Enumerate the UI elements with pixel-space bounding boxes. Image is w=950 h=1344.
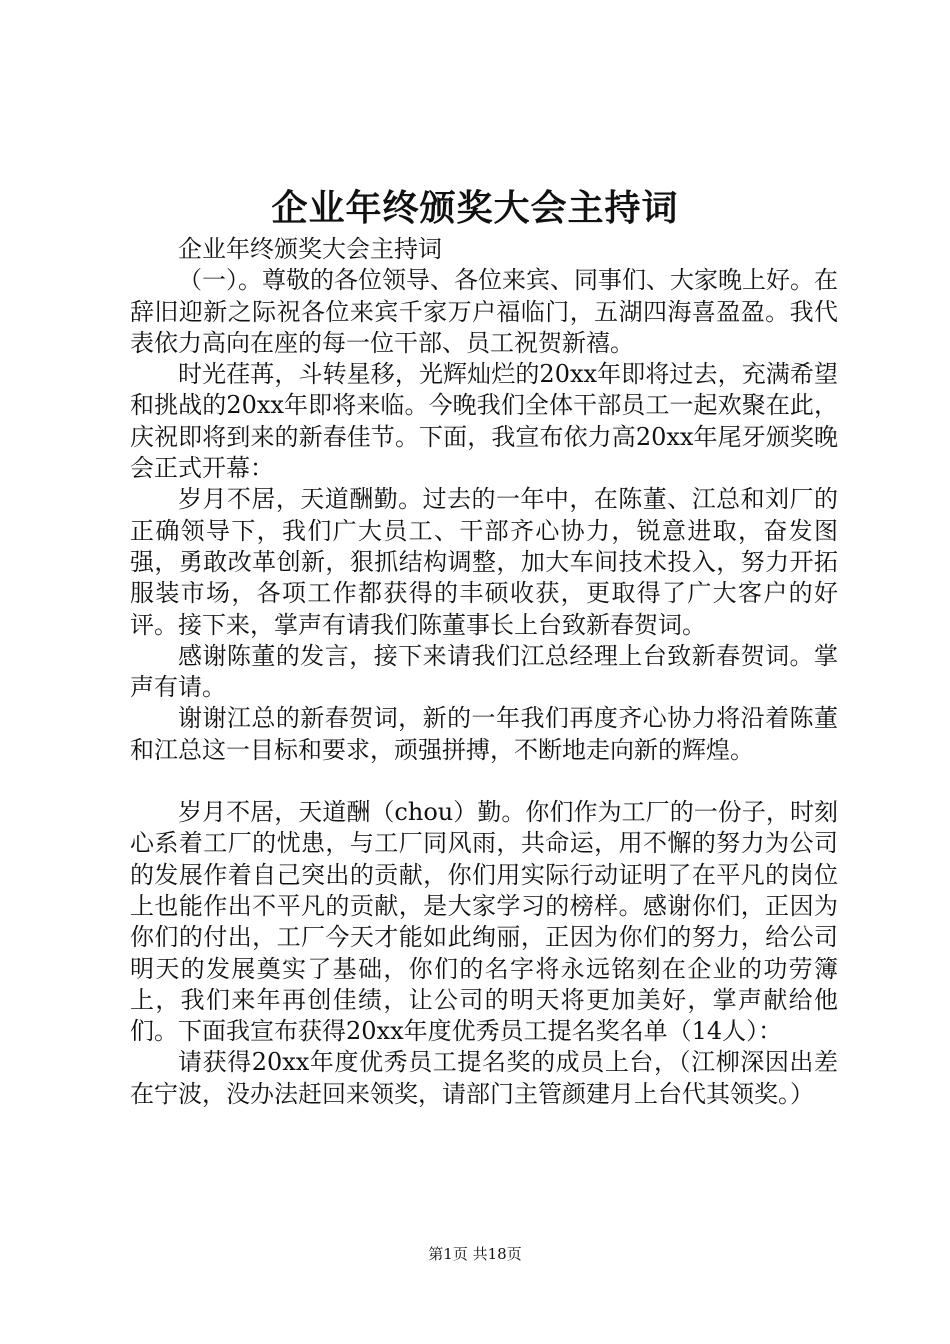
paragraph-review: 岁月不居，天道酬勤。过去的一年中，在陈董、江总和刘厂的正确领导下，我们广大员工、干部齐心协力，锐意进取，奋发图强，勇敢改革创新，狠抓结构调整，加大车间技术投入，努力开拓服装市场，各项工作都获得的丰硕收获，更取得了广大客户的好评。接下来，掌声有请我们陈董事长上台致新春贺词。 xyxy=(130,485,838,639)
paragraph-thanks-manager: 谢谢江总的新春贺词，新的一年我们再度齐心协力将沿着陈董和江总这一目标和要求，顽强拼搏，不断地走向新的辉煌。 xyxy=(130,704,838,764)
page-footer: 第1页 共18页 xyxy=(428,1245,522,1263)
paragraph-opening: 时光荏苒，斗转星移，光辉灿烂的20xx年即将过去，充满希望和挑战的20xx年即将来临。今晚我们全体干部员工一起欢聚在此，庆祝即将到来的新春佳节。下面，我宣布依力高20xx年尾牙颁奖晚会正式开幕： xyxy=(130,360,838,483)
paragraph-subtitle: 企业年终颁奖大会主持词 xyxy=(178,235,442,263)
paragraph-greeting: （一）。尊敬的各位领导、各位来宾、同事们、大家晚上好。在辞旧迎新之际祝各位来宾千家万户福临门，五湖四海喜盈盈。我代表依力高向在座的每一位干部、员工祝贺新禧。 xyxy=(130,266,838,357)
document-body xyxy=(130,234,838,1110)
paragraph-staff-praise: 岁月不居，天道酬（chou）勤。你们作为工厂的一份子，时刻心系着工厂的忧患，与工厂同风雨，共命运，用不懈的努力为公司的发展作着自己突出的贡献，你们用实际行动证明了在平凡的岗位上也能作出不平凡的贡献，是大家学习的榜样。感谢你们，正因为你们的付出，工厂今天才能如此绚丽，正因为你们的努力，给公司明天的发展奠实了基础，你们的名字将永远铭刻在企业的功劳簿上，我们来年再创佳绩，让公司的明天将更加美好，掌声献给他们。下面我宣布获得20xx年度优秀员工提名奖名单（14人）： xyxy=(130,798,838,1046)
paragraph-award-nominees: 请获得20xx年度优秀员工提名奖的成员上台，（江柳深因出差在宁波，没办法赶回来领奖，请部门主管颜建月上台代其领奖。） xyxy=(130,1048,838,1108)
paragraph-thanks-chairman: 感谢陈董的发言，接下来请我们江总经理上台致新春贺词。掌声有请。 xyxy=(130,641,838,702)
document-title: 企业年终颁奖大会主持词 xyxy=(271,187,679,229)
